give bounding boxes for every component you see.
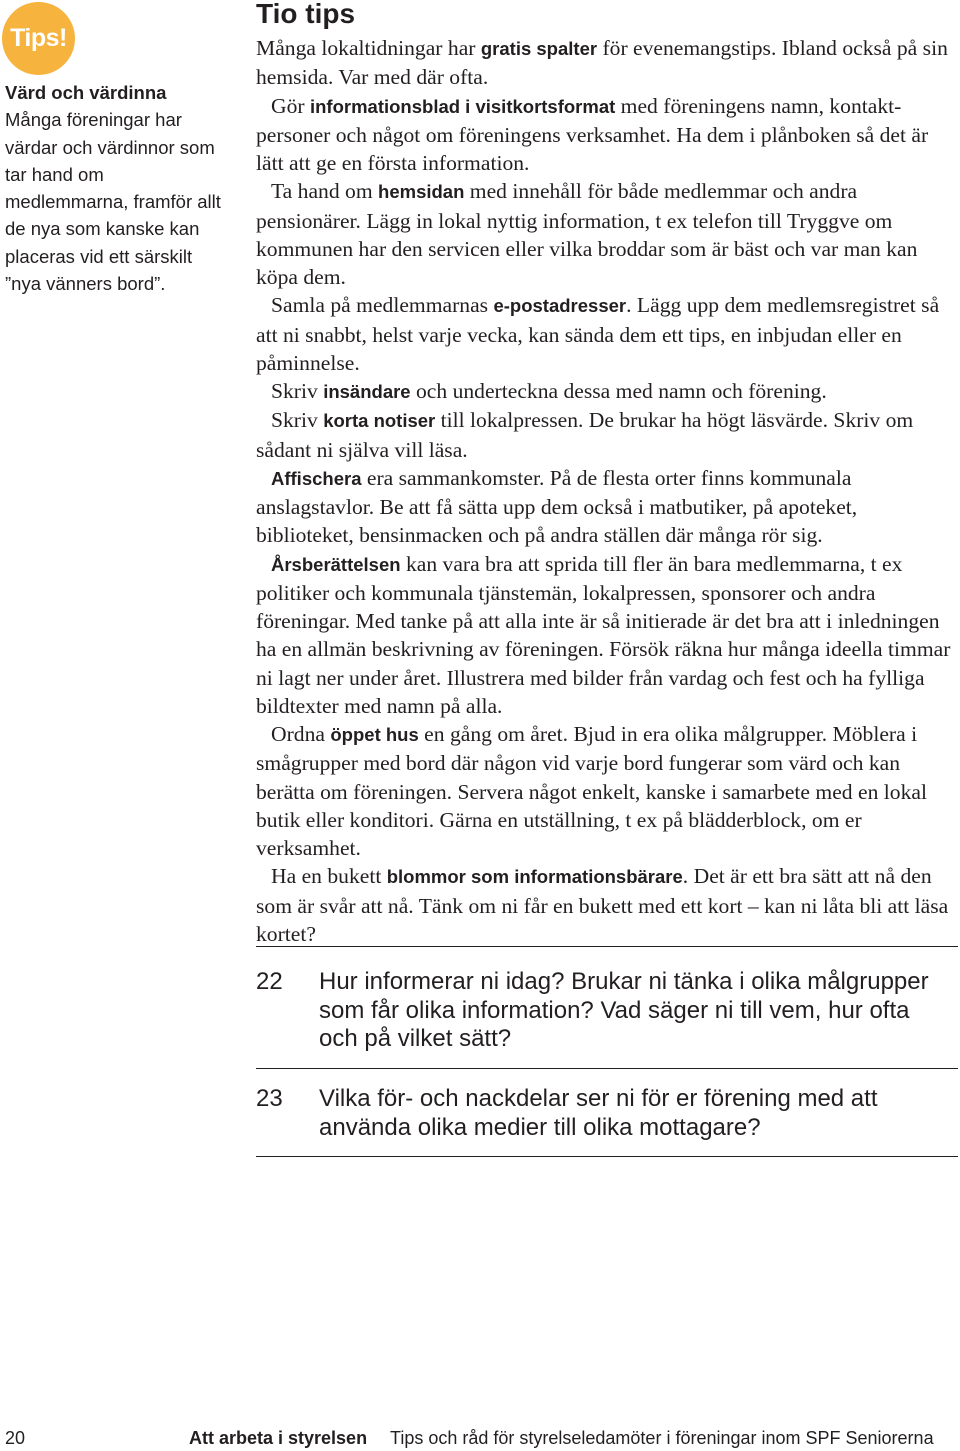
- discussion-question: [256, 1085, 958, 1142]
- tip-paragraph: [256, 862, 960, 948]
- tip-paragraph: [256, 92, 960, 178]
- question-number: 23: [256, 1085, 283, 1112]
- tip-text: för evenemangstips. Ibland också på sin hemsida. Var med där ofta.: [256, 36, 948, 90]
- sidebar-body: Många föreningar har värdar och värdinnor som tar hand om medlemmarna, framför allt de nya som kanske kan placeras vid ett särskilt ”nya vänners bord”.: [5, 109, 221, 295]
- tips-list: [256, 34, 960, 948]
- tip-text: och underteckna dessa med namn och förening.: [410, 379, 827, 403]
- question-text: Hur informerar ni idag? Brukar ni tänka i olika målgrupper som får olika information? Vad säger ni till vem, hur ofta och på vilket sätt?: [319, 968, 929, 1052]
- tip-keyword: e-postadresser: [493, 295, 627, 317]
- tip-paragraph: [256, 464, 960, 550]
- tip-text: Gör: [271, 93, 310, 118]
- tip-keyword: Affischera: [271, 467, 362, 489]
- tip-text: Många lokaltidningar har: [256, 36, 481, 60]
- question-number: 22: [256, 968, 283, 995]
- question-divider: [256, 1068, 958, 1069]
- footer-subtitle: Tips och råd för styrelseledamöter i föreningar inom SPF Seniorerna: [390, 1428, 934, 1448]
- tip-text: med innehåll för både medlemmar och andra pensionärer. Lägg in lokal nyttig information, t ex telefon till Tryggve om kommunen har den servicen eller vilka broddar som är bäst och var man kan köpa dem.: [256, 179, 918, 289]
- page-title: Tio tips: [256, 0, 356, 29]
- tip-text: Ordna: [271, 722, 331, 746]
- tips-badge-label: Tips!: [10, 24, 67, 52]
- tip-keyword: korta notiser: [323, 410, 436, 432]
- page-footer: [5, 1426, 960, 1450]
- tip-text: Ha en bukett: [271, 864, 387, 889]
- tip-text: kan vara bra att sprida till fler än bara medlemmarna, t ex politiker och kommunala tjänstemän, lokalpressen, sponsorer och andra föreningar. Med tanke på att alla inte är så initierade är det bra att i inledningen ha en allmän beskrivning av föreningen. Försök räkna hur många ideella timmar ni lagt ner under året. Illustrera med bilder från vardag och fest och ha fylliga bildtexter med namn på alla.: [256, 551, 951, 718]
- tip-paragraph: [256, 720, 960, 862]
- tip-text: Skriv: [271, 379, 324, 403]
- sidebar-box: [5, 79, 223, 297]
- tip-text: en gång om året. Bjud in era olika målgrupper. Möblera i smågrupper med bord där någon vid varje bord fungerar som värd och kan berätta om föreningen. Servera något enkelt, kanske i samarbete med en lokal butik eller konditori. Gärna en utställning, t ex på blädderblock, om er verksamhet.: [256, 722, 927, 860]
- tip-paragraph: [256, 34, 960, 92]
- tip-paragraph: [256, 406, 960, 464]
- question-divider-top: [256, 946, 958, 947]
- page-number: 20: [5, 1428, 26, 1448]
- tip-text: era sammankomster. På de flesta orter finns kommunala anslagstavlor. Be att få sätta upp dem också i matbutiker, på apoteket, biblioteket, bensinmacken och på andra ställen där många rör sig.: [256, 465, 858, 548]
- tip-text: Ta hand om: [271, 179, 379, 204]
- tip-text: Skriv: [271, 408, 324, 433]
- sidebar-title: Värd och värdinna: [5, 82, 167, 103]
- tip-keyword: gratis spalter: [480, 38, 598, 59]
- tip-text: med föreningens namn, kontaktpersoner och något om föreningens verksamhet. Ha dem i plånboken så det är lätt att ge en första information.: [256, 93, 929, 175]
- tip-text: till lokalpressen. De brukar ha högt läsvärde. Skriv om sådant ni själva vill läsa.: [256, 408, 914, 462]
- tip-text: . Det är ett bra sätt att nå den som är svår att nå. Tänk om ni får en bukett med ett kort – kan ni låta bli att läsa kortet?: [256, 864, 949, 946]
- question-divider-bottom: [256, 1156, 958, 1157]
- tip-keyword: informationsblad i visitkortsformat: [309, 95, 616, 117]
- question-text: Vilka för- och nackdelar ser ni för er förening med att använda olika medier till olika mottagare?: [319, 1085, 878, 1141]
- tip-paragraph: [256, 177, 960, 291]
- tip-text: . Lägg upp dem medlemsregistret så att ni snabbt, helst varje vecka, kan sända dem ett tips, en inbjudan eller en påminnelse.: [256, 293, 940, 375]
- tip-paragraph: [256, 377, 960, 406]
- footer-title: Att arbeta i styrelsen: [189, 1428, 368, 1448]
- tips-badge: [2, 2, 75, 75]
- tip-keyword: Årsberättelsen: [271, 553, 401, 575]
- tip-paragraph: [256, 291, 960, 377]
- tip-paragraph: [256, 550, 960, 721]
- tip-keyword: hemsidan: [378, 181, 465, 203]
- discussion-question: [256, 968, 958, 1054]
- tip-text: Samla på medlemmarnas: [271, 293, 494, 318]
- tip-keyword: insändare: [323, 381, 411, 402]
- tip-keyword: öppet hus: [330, 724, 419, 745]
- tip-keyword: blommor som informationsbärare: [386, 866, 683, 888]
